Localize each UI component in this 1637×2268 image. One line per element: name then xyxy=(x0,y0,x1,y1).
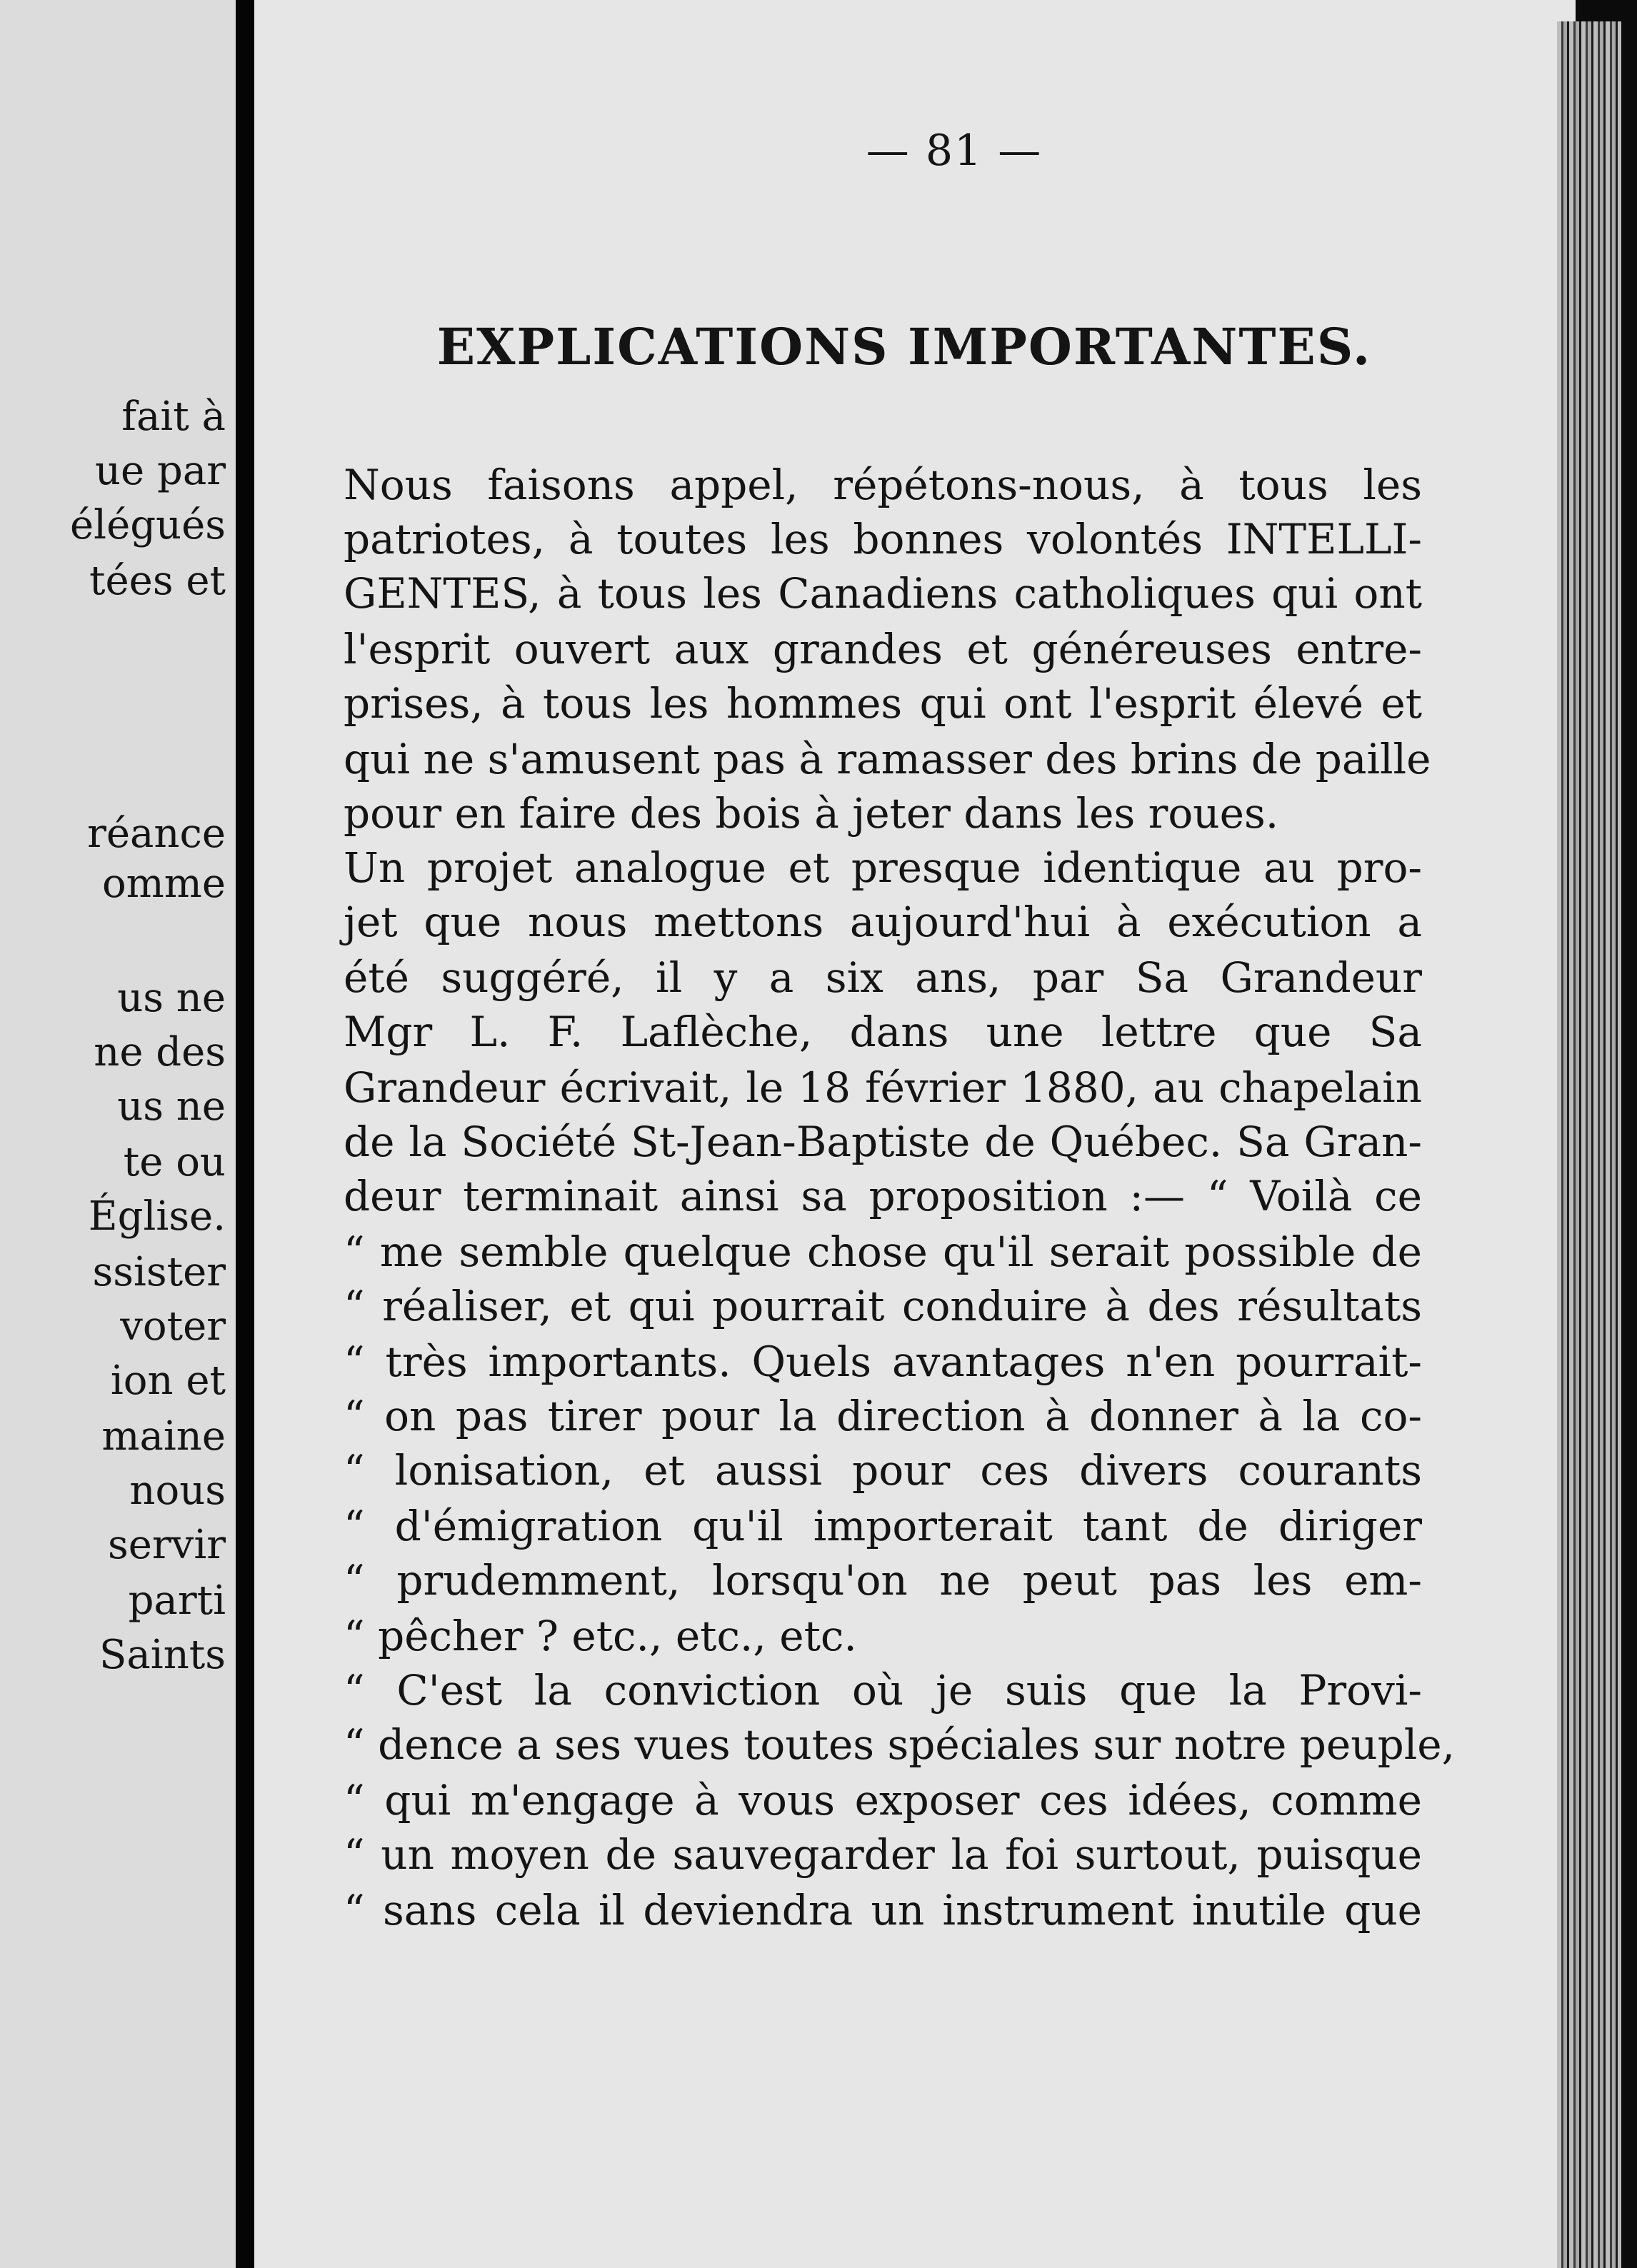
left-page-line: ne des xyxy=(94,1029,226,1075)
left-page-line: voter xyxy=(120,1303,226,1350)
text-line: “ un moyen de sauvegarder la foi surtout, puisque xyxy=(344,1830,1422,1879)
text-line: “ pêcher ? etc., etc., etc. xyxy=(344,1612,857,1660)
left-page-line: Église. xyxy=(88,1193,226,1240)
text-line: GENTES, à tous les Canadiens catholiques qui ont xyxy=(344,569,1422,618)
text-line: Un projet analogue et presque identique au pro- xyxy=(344,843,1422,892)
text-line: patriotes, à toutes les bonnes volontés INTELLI- xyxy=(344,515,1422,563)
text-line: “ C'est la conviction où je suis que la Provi- xyxy=(344,1666,1422,1715)
text-line: “ on pas tirer pour la direction à donner à la co- xyxy=(344,1392,1422,1440)
text-line: “ très importants. Quels avantages n'en pourrait- xyxy=(344,1338,1422,1386)
text-line: “ réaliser, et qui pourrait conduire à des résultats xyxy=(344,1282,1422,1330)
right-page xyxy=(254,0,1576,2268)
left-page-line: ssister xyxy=(92,1249,226,1295)
left-page-line: Saints xyxy=(99,1632,226,1678)
left-page-line: us ne xyxy=(117,975,226,1021)
text-line: jet que nous mettons aujourd'hui à exécution a xyxy=(344,898,1422,946)
left-page-line: servir xyxy=(108,1522,226,1568)
text-line: de la Société St-Jean-Baptiste de Québec. Sa Gran- xyxy=(344,1118,1422,1166)
text-line: “ prudemment, lorsqu'on ne peut pas les em- xyxy=(344,1556,1422,1605)
left-page-line: nous xyxy=(129,1467,226,1514)
left-page-line: omme xyxy=(101,860,226,907)
left-page-line: ion et xyxy=(110,1358,226,1404)
text-line: prises, à tous les hommes qui ont l'esprit élevé et xyxy=(344,679,1422,728)
text-line: “ lonisation, et aussi pour ces divers courants xyxy=(344,1446,1422,1495)
text-line: pour en faire des bois à jeter dans les roues. xyxy=(344,789,1279,838)
text-line: “ d'émigration qu'il importerait tant de diriger xyxy=(344,1502,1422,1550)
left-page-line: ue par xyxy=(94,448,226,494)
text-line: l'esprit ouvert aux grandes et généreuses entre- xyxy=(344,625,1422,673)
text-line: “ sans cela il deviendra un instrument inutile que xyxy=(344,1886,1422,1935)
text-line: deur terminait ainsi sa proposition :— “ Voilà ce xyxy=(344,1172,1422,1220)
text-line: été suggéré, il y a six ans, par Sa Grandeur xyxy=(344,953,1422,1002)
section-heading: EXPLICATIONS IMPORTANTES. xyxy=(436,317,1372,376)
left-page-line: réance xyxy=(87,811,226,857)
left-page-line: te ou xyxy=(123,1139,226,1185)
left-page-line: maine xyxy=(101,1413,226,1460)
text-line: Mgr L. F. Laflèche, dans une lettre que Sa xyxy=(344,1008,1422,1056)
left-page-line: élégués xyxy=(70,502,226,548)
text-line: Grandeur écrivait, le 18 février 1880, au chapelain xyxy=(344,1063,1422,1112)
page-edge-stack xyxy=(1557,21,1621,2268)
left-page-line: tées et xyxy=(89,558,226,604)
left-page-line: parti xyxy=(128,1577,226,1624)
text-line: “ me semble quelque chose qu'il serait possible de xyxy=(344,1228,1422,1276)
left-page-line: us ne xyxy=(117,1083,226,1130)
left-page xyxy=(0,0,236,2268)
left-page-line: fait à xyxy=(121,393,226,440)
page-number: — 81 — xyxy=(866,126,1043,176)
text-line: “ qui m'engage à vous exposer ces idées, comme xyxy=(344,1776,1422,1825)
text-line: qui ne s'amusent pas à ramasser des brins de paille xyxy=(344,735,1431,783)
text-line: Nous faisons appel, répétons-nous, à tous les xyxy=(344,461,1422,509)
text-line: “ dence a ses vues toutes spéciales sur notre peuple, xyxy=(344,1720,1456,1769)
book-gutter xyxy=(236,0,254,2268)
